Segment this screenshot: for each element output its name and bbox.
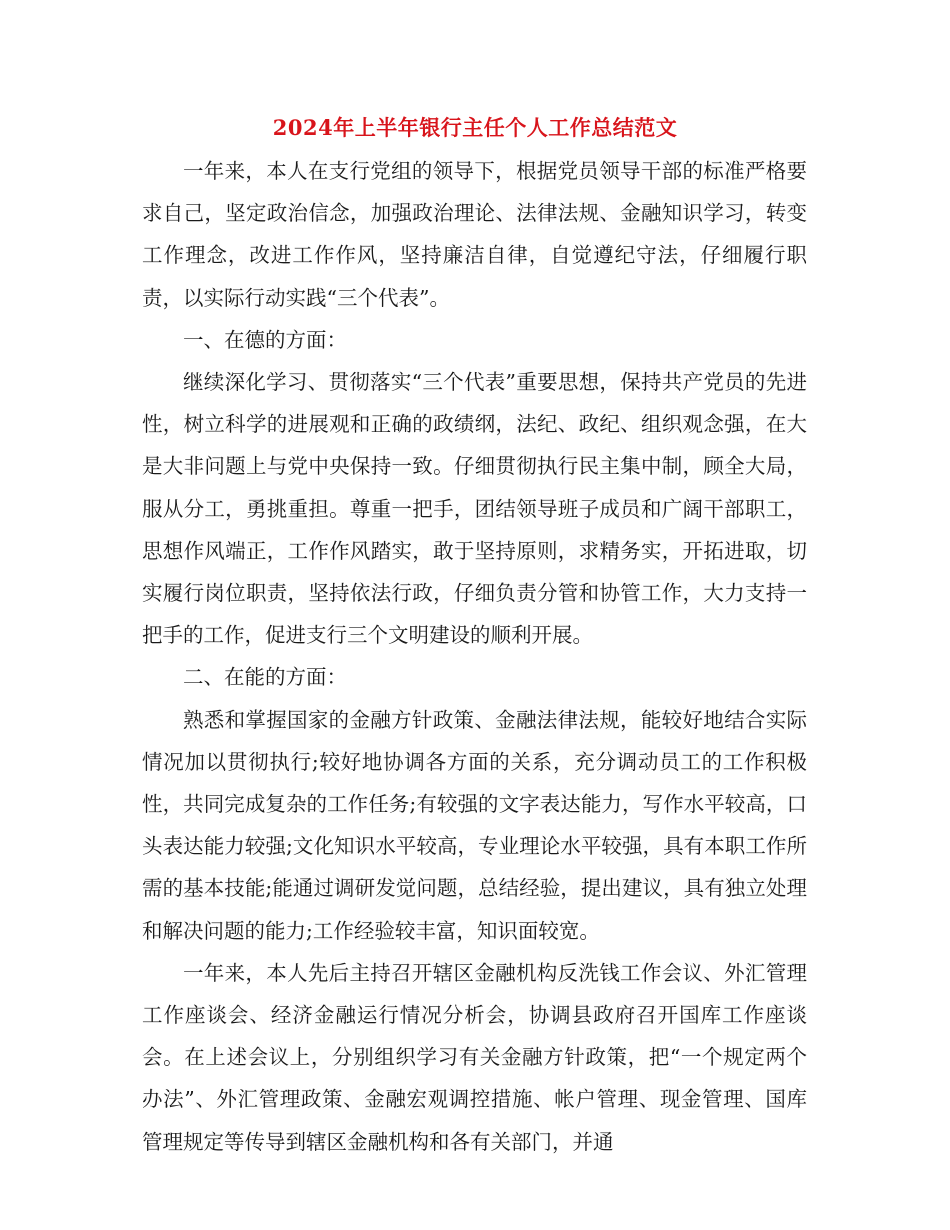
document-body xyxy=(142,150,807,1163)
section-heading-ability: 二、在能的方面： xyxy=(183,665,347,690)
paragraph-meetings: 一年来，本人先后主持召开辖区金融机构反洗钱工作会议、外汇管理工作座谈会、经济金融运行情况分析会，协调县政府召开国库工作座谈会。在上述会议上，分别组织学习有关金融方针政策，把“一个规定两个办法”、外汇管理政策、金融宏观调控措施、帐户管理、现金管理、国库管理规定等传导到辖区金融机构和各有关部门，并通 xyxy=(142,960,807,1154)
document-title: 2024年上半年银行主任个人工作总结范文 xyxy=(272,115,678,140)
paragraph-morality: 继续深化学习、贯彻落实“三个代表”重要思想，保持共产党员的先进性，树立科学的进展观和正确的政绩纲，法纪、政纪、组织观念强，在大是大非问题上与党中央保持一致。仔细贯彻执行民主集中制，顾全大局，服从分工，勇挑重担。尊重一把手，团结领导班子成员和广阔干部职工，思想作风端正，工作作风踏实，敢于坚持原则，求精务实，开拓进取，切实履行岗位职责，坚持依法行政，仔细负责分管和协管工作，大力支持一把手的工作，促进支行三个文明建设的顺利开展。 xyxy=(142,370,807,648)
paragraph-ability: 熟悉和掌握国家的金融方针政策、金融法律法规，能较好地结合实际情况加以贯彻执行;较好地协调各方面的关系，充分调动员工的工作积极性，共同完成复杂的工作任务;有较强的文字表达能力，写作水平较高，口头表达能力较强;文化知识水平较高，专业理论水平较强，具有本职工作所需的基本技能;能通过调研发觉问题，总结经验，提出建议，具有独立处理和解决问题的能力;工作经验较丰富，知识面较宽。 xyxy=(142,707,807,943)
paragraph-intro: 一年来，本人在支行党组的领导下，根据党员领导干部的标准严格要求自己，坚定政治信念，加强政治理论、法律法规、金融知识学习，转变工作理念，改进工作作风，坚持廉洁自律，自觉遵纪守法，仔细履行职责，以实际行动实践“三个代表”。 xyxy=(142,159,807,310)
section-heading-morality: 一、在德的方面： xyxy=(183,327,347,352)
